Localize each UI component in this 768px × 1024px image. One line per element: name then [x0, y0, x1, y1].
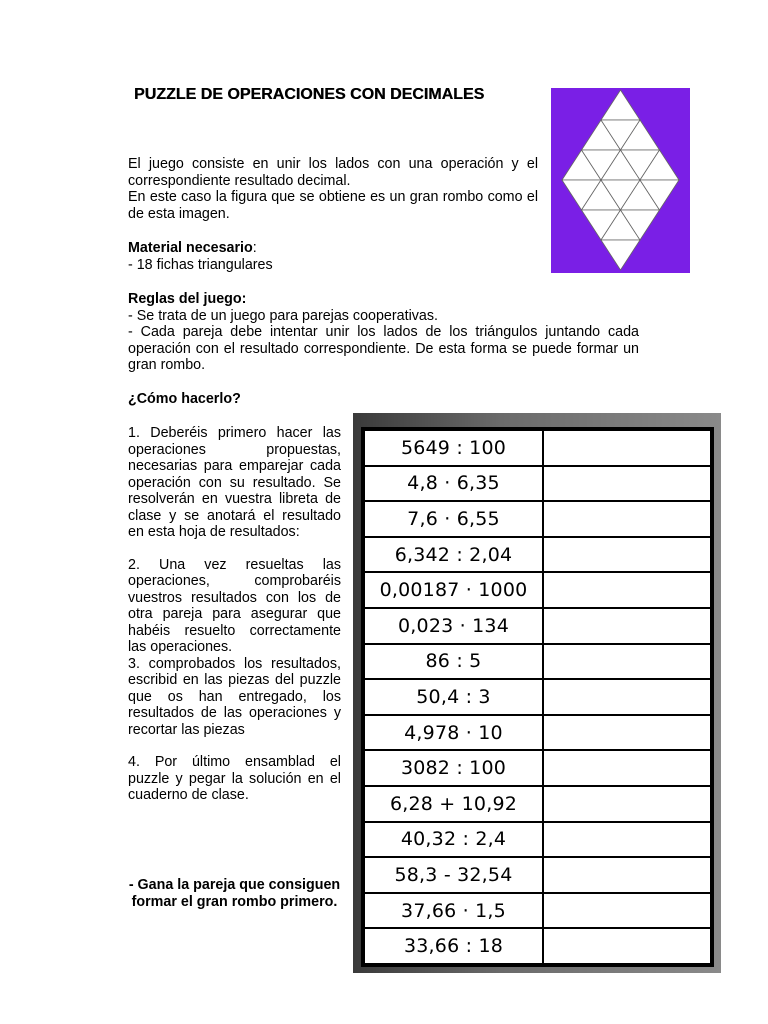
operation-cell: 33,66 : 18 [364, 928, 543, 964]
table-row [364, 501, 711, 537]
rules-section [128, 291, 639, 374]
operation-cell: 37,66 · 1,5 [364, 893, 543, 929]
operation-cell: 4,8 · 6,35 [364, 466, 543, 502]
table-row [364, 644, 711, 680]
result-cell[interactable] [543, 430, 711, 466]
result-cell[interactable] [543, 750, 711, 786]
table-row [364, 608, 711, 644]
page-title: PUZZLE DE OPERACIONES CON DECIMALES [134, 86, 485, 103]
table-row [364, 786, 711, 822]
table-row [364, 822, 711, 858]
closing-note: - Gana la pareja que consiguen formar el gran rombo primero. [128, 877, 341, 910]
operation-cell: 7,6 · 6,55 [364, 501, 543, 537]
result-cell[interactable] [543, 572, 711, 608]
table-row [364, 679, 711, 715]
operation-cell: 58,3 - 32,54 [364, 857, 543, 893]
material-section [128, 240, 428, 273]
material-heading: Material necesario [128, 240, 253, 256]
operation-cell: 4,978 · 10 [364, 715, 543, 751]
step-3: 3. comprobados los resultados, escribid en las piezas del puzzle que os han entregado, los resultados de las operaciones y recortar las piezas [128, 655, 341, 738]
rules-item: - Se trata de un juego para parejas cooperativas. [128, 307, 438, 324]
result-cell[interactable] [543, 928, 711, 964]
intro-section [128, 156, 538, 222]
rhombus-puzzle-figure [551, 88, 690, 273]
operation-cell: 3082 : 100 [364, 750, 543, 786]
operation-cell: 40,32 : 2,4 [364, 822, 543, 858]
table-row [364, 893, 711, 929]
table-row [364, 857, 711, 893]
table-row [364, 572, 711, 608]
step-2: 2. Una vez resueltas las operaciones, comprobaréis vuestros resultados con los de otra pareja para asegurar que habéis resuelto correctamente las operaciones. [128, 556, 341, 655]
material-heading-line [128, 240, 428, 257]
result-cell[interactable] [543, 786, 711, 822]
table-row [364, 928, 711, 964]
result-cell[interactable] [543, 537, 711, 573]
result-cell[interactable] [543, 893, 711, 929]
table-row [364, 715, 711, 751]
results-table-frame [353, 413, 721, 973]
result-cell[interactable] [543, 857, 711, 893]
table-row [364, 750, 711, 786]
material-colon: : [252, 240, 257, 256]
result-cell[interactable] [543, 822, 711, 858]
material-item: - 18 fichas triangulares [128, 256, 273, 273]
intro-paragraph: En este caso la figura que se obtiene es un gran rombo como el de esta imagen. [128, 189, 538, 222]
operation-cell: 86 : 5 [364, 644, 543, 680]
table-row [364, 430, 711, 466]
operation-cell: 5649 : 100 [364, 430, 543, 466]
operation-cell: 6,342 : 2,04 [364, 537, 543, 573]
step-4: 4. Por último ensamblad el puzzle y pegar la solución en el cuaderno de clase. [128, 754, 341, 803]
intro-paragraph: El juego consiste en unir los lados con una operación y el correspondiente resultado decimal. [128, 156, 538, 189]
operation-cell: 6,28 + 10,92 [364, 786, 543, 822]
operation-cell: 0,023 · 134 [364, 608, 543, 644]
table-row [364, 466, 711, 502]
result-cell[interactable] [543, 466, 711, 502]
step-1: 1. Deberéis primero hacer las operaciones propuestas, necesarias para emparejar cada operación con su resultado. Se resolverán en vuestra libreta de clase y se anotará el resultado en esta hoja de resultados: [128, 425, 341, 540]
operation-cell: 0,00187 · 1000 [364, 572, 543, 608]
rules-item: - Cada pareja debe intentar unir los lados de los triángulos juntando cada operación con el resultado correspondiente. De esta forma se puede formar un gran rombo. [128, 324, 639, 373]
rules-heading: Reglas del juego: [128, 291, 247, 307]
result-cell[interactable] [543, 644, 711, 680]
table-row [364, 537, 711, 573]
result-cell[interactable] [543, 679, 711, 715]
operation-cell: 50,4 : 3 [364, 679, 543, 715]
how-heading: ¿Cómo hacerlo? [128, 391, 241, 407]
results-table-container [361, 427, 714, 967]
results-table [363, 429, 712, 965]
result-cell[interactable] [543, 608, 711, 644]
rhombus-svg [551, 88, 690, 273]
result-cell[interactable] [543, 715, 711, 751]
result-cell[interactable] [543, 501, 711, 537]
steps-section [128, 425, 341, 804]
